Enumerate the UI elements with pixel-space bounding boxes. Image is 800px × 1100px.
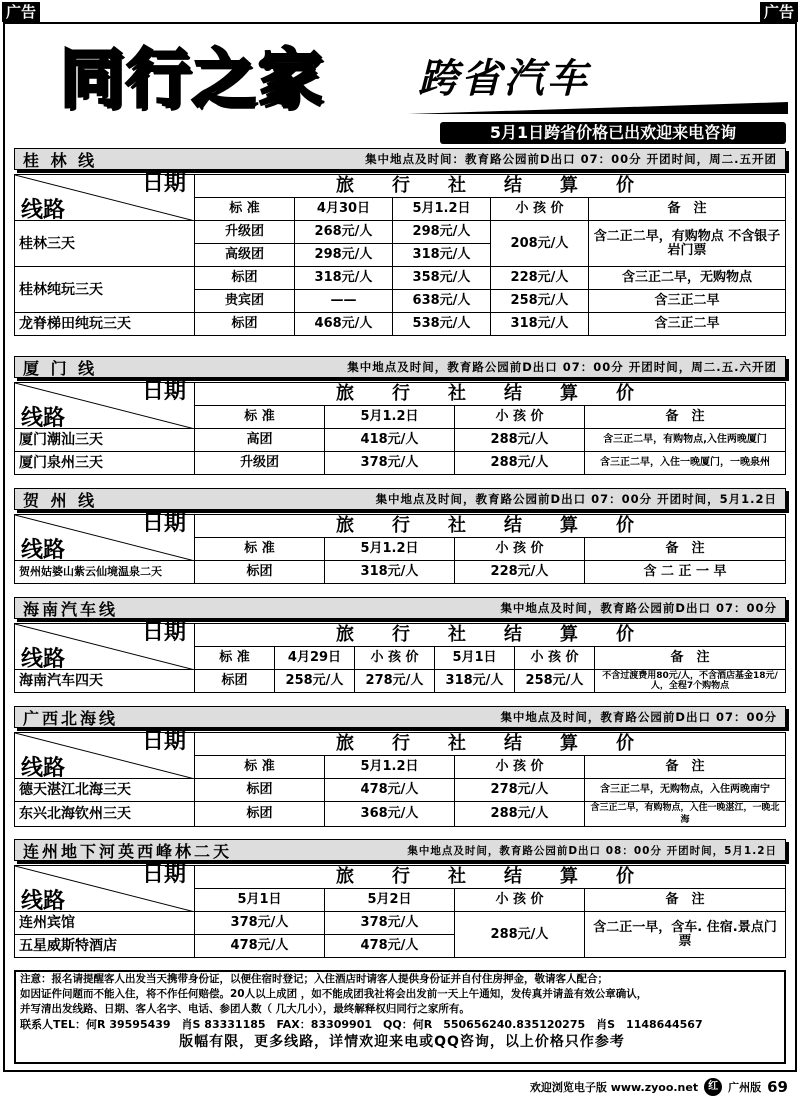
section-header bbox=[14, 148, 786, 170]
diag-header: 日期 线路 bbox=[15, 624, 195, 670]
diag-header: 日期 线路 bbox=[15, 733, 195, 779]
price-table: 日期 线路 旅 行 社 结 算 价 标 准 5月1.2日 小 孩 价 备 注 厦门潮汕三天 高团 418元/人 288元/人 含三正二早，有购物点,入住两晚厦门 厦门泉州三天 升级团 378元/人 288元/人 含三正二早，入住一晚厦门，一晚泉州 bbox=[14, 382, 786, 475]
section-title: 贺 州 线 bbox=[23, 490, 98, 510]
table-row: 五星威斯特酒店 478元/人 478元/人 bbox=[15, 935, 786, 958]
table-row: 东兴北海钦州三天 标团 368元/人 288元/人 含三正二早，有购物点，入住一晚湛江，一晚北海 bbox=[15, 802, 786, 827]
section-title: 桂 林 线 bbox=[23, 150, 98, 170]
price-table: 日期 线路 旅 行 社 结 算 价 标 准 5月1.2日 小 孩 价 备 注 贺州姑婆山紫云仙境温泉二天 标团 318元/人 228元/人 含 二 正 一 早 bbox=[14, 514, 786, 584]
section-title: 广西北海线 bbox=[23, 708, 119, 728]
table-row: 龙脊梯田纯玩三天 标团 468元/人 538元/人 318元/人 含三正二早 bbox=[15, 313, 786, 336]
page-number: 69 bbox=[767, 1078, 788, 1096]
badge-icon: 红 bbox=[704, 1078, 722, 1096]
section-beihai bbox=[14, 706, 786, 827]
section-title: 连州地下河英西峰林二天 bbox=[23, 841, 233, 861]
settle-header: 旅 行 社 结 算 价 bbox=[195, 383, 786, 406]
diag-header: 日期 线路 bbox=[15, 866, 195, 912]
price-table: 日期 线路 旅 行 社 结 算 价 标 准 4月29日 小 孩 价 5月1日 小 孩 价 备 注 海南汽车四天 标团 258元/人 278元/人 318元/人 258元/人 不含过渡费用80元/人，不含酒店基金18元/人，全程7个购物点 bbox=[14, 623, 786, 693]
settle-header: 旅 行 社 结 算 价 bbox=[195, 515, 786, 538]
table-row: 海南汽车四天 标团 258元/人 278元/人 318元/人 258元/人 不含过渡费用80元/人，不含酒店基金18元/人，全程7个购物点 bbox=[15, 670, 786, 693]
section-info: 集中地点及时间：教育路公园前D出口 07：00分 开团时间，周二.五开团 bbox=[365, 152, 777, 166]
section-info: 集中地点及时间，教育路公园前D出口 07：00分 bbox=[500, 710, 777, 724]
footer-line: 如因证件问题而不能入住，将不作任何赔偿。20人以上成团 ，如不能成团我社将会出发前一天上午通知，发传真并请盖有效公章确认， bbox=[20, 988, 648, 1000]
col-note: 备 注 bbox=[589, 198, 786, 221]
table-row: 德天湛江北海三天 标团 478元/人 278元/人 含三正二早，无购物点，入住两晚南宁 bbox=[15, 779, 786, 802]
table-row: 桂林纯玩三天 标团 318元/人 358元/人 228元/人 含三正二早，无购物点 bbox=[15, 267, 786, 290]
sub-logo: 跨省汽车 bbox=[418, 56, 590, 102]
table-row: 高级团 298元/人 318元/人 bbox=[15, 244, 786, 267]
table-row: 连州宾馆 378元/人 378元/人 288元/人 含二正一早，含车. 住宿.景点门票 bbox=[15, 912, 786, 935]
section-header bbox=[14, 488, 786, 510]
section-info: 集中地点及时间，教育路公园前D出口 07：00分 开团时间，5月1.2日 bbox=[375, 492, 777, 506]
diag-header: 日期 线路 bbox=[15, 383, 195, 429]
settle-header: 旅 行 社 结 算 价 bbox=[195, 866, 786, 889]
col-std: 标 准 bbox=[195, 198, 295, 221]
page-footer bbox=[530, 1078, 788, 1096]
col-child: 小 孩 价 bbox=[491, 198, 589, 221]
edition-label: 广州版 bbox=[728, 1081, 762, 1094]
col-date: 5月1.2日 bbox=[393, 198, 491, 221]
table-row: 贺州姑婆山紫云仙境温泉二天 标团 318元/人 228元/人 含 二 正 一 早 bbox=[15, 561, 786, 584]
table-row: 厦门泉州三天 升级团 378元/人 288元/人 含三正二早，入住一晚厦门，一晚泉州 bbox=[15, 452, 786, 475]
diag-header: 日期 线路 bbox=[15, 175, 195, 221]
section-title: 厦 门 线 bbox=[23, 358, 98, 378]
section-header bbox=[14, 839, 786, 861]
section-xiamen bbox=[14, 356, 786, 475]
col-date: 4月30日 bbox=[295, 198, 393, 221]
settle-header: 旅 行 社 结 算 价 bbox=[195, 175, 786, 198]
price-table bbox=[14, 171, 786, 336]
section-hezhou bbox=[14, 488, 786, 584]
diag-header: 日期 线路 bbox=[15, 515, 195, 561]
welcome-text: 欢迎浏览电子版 www.zyoo.net bbox=[529, 1081, 699, 1094]
slogan: 版幅有限，更多线路，详情欢迎来电或QQ咨询，以上价格只作参考 bbox=[179, 1034, 625, 1050]
brand-logo: 同行之家 bbox=[60, 43, 324, 117]
ad-label-left: 广告 bbox=[2, 2, 40, 22]
footer-notice bbox=[14, 970, 786, 1064]
section-header bbox=[14, 706, 786, 728]
section-hainan bbox=[14, 597, 786, 693]
price-table: 日期 线路 旅 行 社 结 算 价 标 准 5月1.2日 小 孩 价 备 注 德天湛江北海三天 标团 478元/人 278元/人 含三正二早，无购物点，入住两晚南宁 东兴北海钦州三天 标团 368元/人 288元/人 含三正二早，有购物点，入住一晚湛江，一晚北海 bbox=[14, 732, 786, 827]
footer-line: 并写清出发线路、日期、客人名字、电话、参团人数（ 几大几小），最终解释权归同行之家所有。 bbox=[20, 1003, 470, 1015]
price-table: 日期 线路 旅 行 社 结 算 价 5月1日 5月2日 小 孩 价 备 注 连州宾馆 378元/人 378元/人 288元/人 含二正一早，含车. 住宿.景点门票 五星威斯特酒店 478元/人 478元/人 bbox=[14, 865, 786, 958]
section-header bbox=[14, 356, 786, 378]
ad-label-right: 广告 bbox=[760, 2, 798, 22]
contact-line: 联系人TEL：何R 39595439 肖S 83331185 FAX：83309901 QQ：何R 550656240.835120275 肖S 1148644567 bbox=[20, 1018, 703, 1031]
section-lianzhou bbox=[14, 839, 786, 958]
table-row: 桂林三天 升级团 268元/人 298元/人 208元/人 含二正二早，有购物点 不含银子岩门票 bbox=[15, 221, 786, 244]
table-row: 厦门潮汕三天 高团 418元/人 288元/人 含三正二早，有购物点,入住两晚厦门 bbox=[15, 429, 786, 452]
section-guilin bbox=[14, 148, 786, 336]
section-info: 集中地点及时间，教育路公园前D出口 07：00分 bbox=[500, 601, 777, 615]
settle-header: 旅 行 社 结 算 价 bbox=[195, 624, 786, 647]
section-info: 集中地点及时间，教育路公园前D出口 08：00分 开团时间，5月1.2日 bbox=[407, 844, 777, 857]
table-row: 贵宾团 —— 638元/人 258元/人 含三正二早 bbox=[15, 290, 786, 313]
section-title: 海南汽车线 bbox=[23, 599, 119, 619]
footer-line: 注意：报名请提醒客人出发当天携带身份证，以便住宿时登记；入住酒店时请客人提供身份证并自付住房押金，敬请客人配合； bbox=[20, 973, 608, 985]
section-info: 集中地点及时间，教育路公园前D出口 07：00分 开团时间，周二.五.六开团 bbox=[347, 360, 777, 374]
settle-header: 旅 行 社 结 算 价 bbox=[195, 733, 786, 756]
price-notice: 5月1日跨省价格已出欢迎来电咨询 bbox=[440, 122, 786, 144]
section-header bbox=[14, 597, 786, 619]
